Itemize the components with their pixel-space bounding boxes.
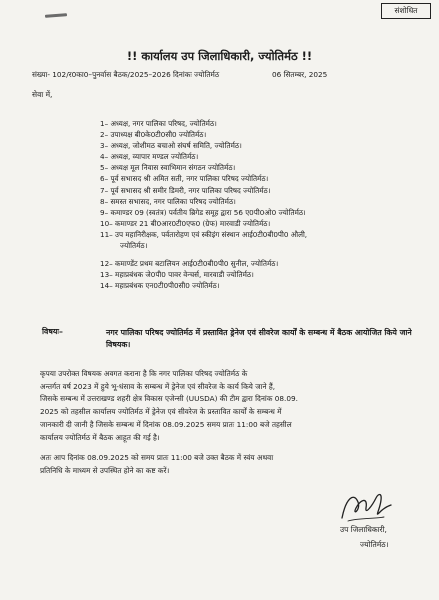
body-line: प्रतिनिधि के माध्यम से उपस्थित होने का कष्ट करें। — [40, 465, 170, 475]
recipient-item: 14– महाप्रबंधक एन0टी0पी0सी0 ज्योतिर्मठ। — [100, 281, 220, 291]
body-line: जिसके सम्बन्ध में उत्तराखण्ड शहरी क्षेत्र विकास एजेन्सी (UUSDA) की टीम द्वारा दिनांक 08.09. — [40, 394, 298, 404]
body-line: जानकारी दी जानी है जिसके सम्बन्ध में दिनांक 08.09.2025 समय प्रातः 11:00 बजे तहसील — [40, 419, 292, 429]
recipient-item: 9– कमाण्डर 09 (स्वतंत्र) पर्वतीय ब्रिगेड समूह द्वारा 56 ए0पी0ओ0 ज्योतिर्मठ। — [100, 207, 306, 217]
recipient-item: 4– अध्यक्ष, व्यापार मण्डल ज्योतिर्मठ। — [100, 152, 199, 162]
body-line: कृपया उपरोक्त विषयक अवगत कराना है कि नगर पालिका परिषद ज्योतिर्मठ के — [40, 369, 248, 378]
recipient-item: 12– कमाण्डेंट प्रथम बटालियन आई0टी0बी0पी0 सुनील, ज्योतिर्मठ। — [100, 259, 279, 269]
recipient-item: 13– महाप्रबंधक जे0पी0 पावर वेन्चर्स, मारवाडी ज्योतिर्मठ। — [100, 270, 254, 280]
revised-stamp-box: संशोधित — [381, 3, 431, 19]
body-line: कार्यालय ज्योतिर्मठ में बैठक आहूत की गई है। — [40, 432, 160, 442]
recipient-item: 8– समस्त सभासद, नगर पालिका परिषद ज्योतिर्मठ। — [100, 196, 236, 206]
subject-label: विषयः– — [42, 327, 63, 336]
reference-number: संख्या- 102/र0का0–पुनर्वास बैठक/2025–2026 दिनांकः ज्योतिर्मठ — [32, 70, 220, 79]
body-line: अतः आप दिनांक 08.09.2025 को समय प्रातः 11:00 बजे उक्त बैठक में स्वंय अथवा — [40, 453, 274, 462]
reference-date: 06 सितम्बर, 2025 — [272, 70, 328, 79]
body-paragraph-2 — [40, 452, 418, 477]
recipient-item: 1– अध्यक्ष, नगर पालिका परिषद, ज्योतिर्मठ। — [100, 119, 217, 128]
recipient-item: 7– पूर्व सभासद श्री समीर डिमरी, नगर पालिका परिषद ज्योतिर्मठ। — [100, 185, 271, 195]
recipient-item: 11– उप महानिरीक्षक, पर्वतारोहण एवं स्कीइंग संस्थान आई0टी0बी0पी0 औली, — [100, 229, 308, 239]
recipient-item: 6– पूर्व सभासद श्री अमित सती, नगर पालिका परिषद ज्योतिर्मठ। — [100, 174, 269, 184]
office-title: !! कार्यालय उप जिलाधिकारी, ज्योतिर्मठ !! — [126, 49, 313, 63]
recipient-item: 2– उपाध्यक्ष बी0के0टी0सी0 ज्योतिर्मठ। — [100, 130, 207, 140]
signatory-title: उप जिलाधिकारी, — [340, 525, 387, 534]
body-line: 2025 को तहसील कार्यालय ज्योतिर्मठ में ड्रेनेज एवं सीवरेज के प्रस्तावित कार्यों के सम्बन्ध में — [40, 407, 282, 417]
signatory-place: ज्योतिर्मठ। — [360, 540, 389, 549]
recipient-item: 3– अध्यक्ष, जोशीमठ बचाओ संघर्ष समिति, ज्योतिर्मठ। — [100, 141, 242, 151]
staple-mark — [45, 13, 67, 18]
recipient-item: 5– अध्यक्ष मूल निवास स्वाभिमान संगठन ज्योतिर्मठ। — [100, 163, 236, 173]
recipient-list — [100, 118, 307, 291]
salutation: सेवा में, — [32, 90, 53, 99]
recipient-item: 10– कमाण्डर 21 बी0आर0टी0एफ0 (ग्रेफ) मारवाडी ज्योतिर्मठ। — [100, 218, 271, 228]
recipient-item: ज्योतिर्मठ। — [120, 241, 148, 251]
body-line: अन्तर्गत वर्ष 2023 में हुये भू-धंसाव के सम्बन्ध में ड्रेनेज एवं सीवरेज के कार्य किये जाने हैं, — [40, 381, 276, 391]
subject-text: नगर पालिका परिषद ज्योतिर्मठ में प्रस्तावित ड्रेनेज एवं सीवरेज कार्यों के सम्बन्ध में बैठक आयोजित किये जाने विषयक। — [106, 328, 412, 349]
body-paragraph-1 — [40, 368, 418, 444]
handwritten-signature — [338, 488, 393, 524]
